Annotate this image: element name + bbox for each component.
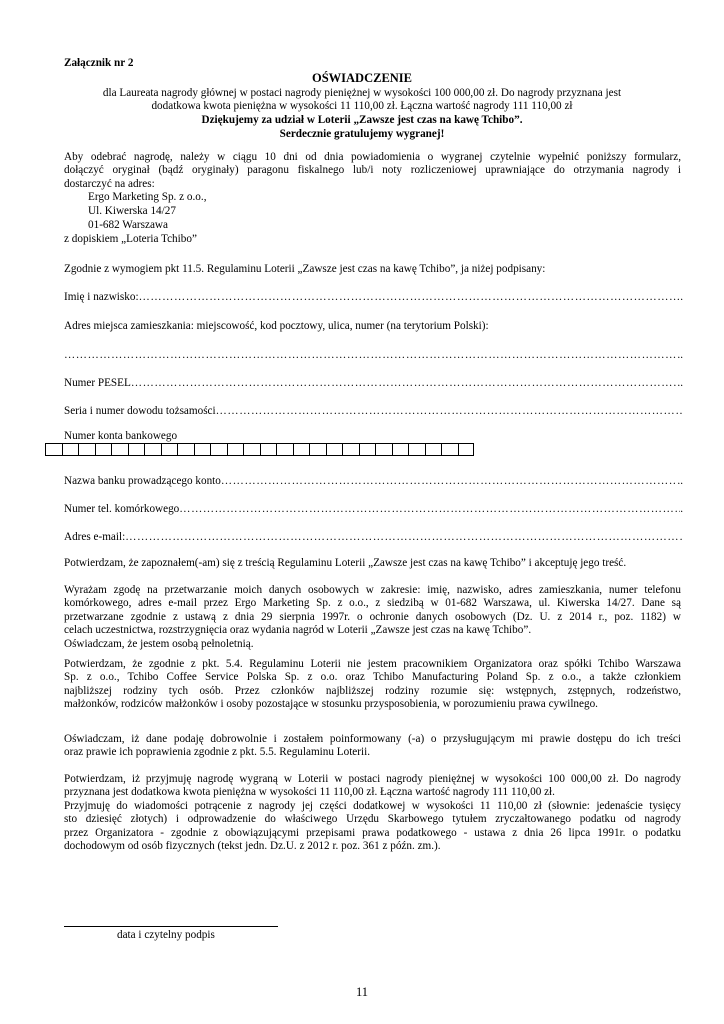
subtitle-line-2: dodatkowa kwota pieniężna w wysokości 11 110,00 zł. Łączna wartość nagrody 111 110,00 zł bbox=[151, 100, 573, 112]
tax-line: sto dziesięć złotych) i odprowadzenie do właściwego Urzędu Skarbowego tytułem zryczałtowanego podatku od nagrody bbox=[64, 813, 681, 826]
address-company: Ergo Marketing Sp. z o.o., bbox=[88, 191, 207, 203]
pesel-field-end: .. bbox=[677, 377, 683, 389]
intro-paragraph bbox=[64, 151, 681, 191]
not-employee-line: Sp. z o.o., Tchibo Coffee Service Polska Sp. z o.o. oraz Tchibo Manufacturing Poland Sp. z o.o., a także członkiem bbox=[64, 671, 681, 684]
document-title: OŚWIADCZENIE bbox=[311, 71, 413, 85]
phone-field-label: Numer tel. komórkowego bbox=[64, 503, 180, 515]
account-digit-box[interactable] bbox=[227, 443, 244, 456]
email-field-label: Adres e-mail: bbox=[64, 531, 126, 543]
account-digit-box[interactable] bbox=[408, 443, 425, 456]
bank-field-end: .. bbox=[677, 475, 683, 487]
accept-prize-paragraph bbox=[64, 773, 681, 800]
name-field-end: . bbox=[680, 291, 683, 303]
account-digit-box[interactable] bbox=[359, 443, 376, 456]
id-field[interactable] bbox=[64, 405, 683, 418]
thanks-line: Dziękujemy za udział w Loterii „Zawsze jest czas na kawę Tchibo”. bbox=[201, 114, 523, 126]
name-field[interactable] bbox=[64, 291, 683, 304]
tax-line: przez Organizatora - zgodnie z obowiązującymi przepisami prawa podatkowego - ustawa z dnia 26 lipca 1991r. o podatku bbox=[64, 826, 681, 839]
account-digit-box[interactable] bbox=[458, 443, 475, 456]
account-number-grid[interactable] bbox=[45, 443, 474, 456]
intro-line: Aby odebrać nagrodę, należy w ciągu 10 dni od dnia powiadomienia o wygranej czytelnie wypełnić poniższy formularz, bbox=[64, 151, 681, 163]
not-employee-line: małżonków, rodziców małżonków i osoby pozostające w stosunku przysposobienia, w porozumieniu prawa cywilnego. bbox=[64, 698, 598, 711]
not-employee-line: Potwierdzam, że zgodnie z pkt. 5.4. Regulaminu Loterii nie jestem pracownikiem Organizatora oraz spółki Tchibo Warszawa bbox=[64, 658, 681, 670]
signature-caption: data i czytelny podpis bbox=[117, 929, 215, 941]
congrats-line: Serdecznie gratulujemy wygranej! bbox=[279, 128, 445, 140]
account-digit-box[interactable] bbox=[276, 443, 293, 456]
voluntary-paragraph bbox=[64, 733, 681, 760]
consent-line: celach uczestnictwa, rozstrzygnięcia oraz wydania nagród w Loterii „Zawsze jest czas na kawę Tchibo”. bbox=[64, 624, 532, 637]
account-digit-box[interactable] bbox=[293, 443, 310, 456]
account-digit-box[interactable] bbox=[161, 443, 178, 456]
consent-line: Wyrażam zgodę na przetwarzanie moich danych osobowych w zakresie: imię, nazwisko, adres zamieszkania, numer telefonu bbox=[64, 584, 681, 596]
declaration-lead: Zgodnie z wymogiem pkt 11.5. Regulaminu Loterii „Zawsze jest czas na kawę Tchibo”, ja niżej podpisany: bbox=[64, 263, 546, 275]
consent-paragraph bbox=[64, 584, 681, 651]
address-street: Ul. Kiwerska 14/27 bbox=[88, 205, 176, 217]
pesel-field-label: Numer PESEL bbox=[64, 377, 131, 389]
account-digit-box[interactable] bbox=[111, 443, 128, 456]
page-number: 11 bbox=[355, 985, 369, 999]
phone-field[interactable] bbox=[64, 503, 683, 516]
account-digit-box[interactable] bbox=[392, 443, 409, 456]
bank-field[interactable] bbox=[64, 475, 683, 488]
address-field[interactable] bbox=[64, 349, 683, 362]
not-employee-paragraph bbox=[64, 658, 681, 712]
tax-line: Przyjmuję do wiadomości potrącenie z nagrody jej części dodatkowej w wysokości 11 110,00 zł (słownie: jedenaście tysięcy bbox=[64, 800, 681, 812]
accept-prize-line: przyznana jest dodatkowa kwota pieniężna w wysokości 11 110,00 zł. Łączna wartość nagrody 111 110,00 zł. bbox=[64, 786, 555, 799]
email-field[interactable] bbox=[64, 531, 683, 544]
account-digit-box[interactable] bbox=[260, 443, 277, 456]
account-field-label: Numer konta bankowego bbox=[64, 430, 178, 442]
account-digit-box[interactable] bbox=[210, 443, 227, 456]
account-digit-box[interactable] bbox=[375, 443, 392, 456]
annex-label: Załącznik nr 2 bbox=[64, 57, 134, 69]
account-digit-box[interactable] bbox=[62, 443, 79, 456]
voluntary-line: Oświadczam, iż dane podaję dobrowolnie i zostałem poinformowany (-a) o przysługującym mi prawie dostępu do ich treści bbox=[64, 733, 681, 745]
account-digit-box[interactable] bbox=[194, 443, 211, 456]
consent-line: przetwarzane zgodnie z ustawą z dnia 29 sierpnia 1997r. o ochronie danych osobowych (Dz. U. z 2014 r., poz. 1182) w bbox=[64, 610, 681, 623]
address-city: 01-682 Warszawa bbox=[88, 219, 168, 231]
voluntary-line: oraz prawie ich poprawienia zgodnie z pkt. 5.5. Regulaminu Loterii. bbox=[64, 746, 371, 759]
accept-prize-line: Potwierdzam, iż przyjmuję nagrodę wygraną w Loterii w postaci nagrody pieniężnej w wysokości 100 000,00 zł. Do nagrody bbox=[64, 773, 681, 785]
pesel-field[interactable] bbox=[64, 377, 683, 390]
address-note: z dopiskiem „Loteria Tchibo” bbox=[64, 233, 197, 245]
confirm-rules: Potwierdzam, że zapoznałem(-am) się z treścią Regulaminu Loterii „Zawsze jest czas na kawę Tchibo” i akceptuję jego treść. bbox=[64, 557, 627, 569]
tax-paragraph bbox=[64, 800, 681, 854]
signature-line[interactable] bbox=[64, 926, 278, 927]
account-digit-box[interactable] bbox=[243, 443, 260, 456]
not-employee-line: najbliższej rodziny tych osób. Przez członków najbliższej rodziny rozumie się: wstępnych, zstępnych, rodzeństwo, bbox=[64, 684, 681, 697]
id-field-label: Seria i numer dowodu tożsamości bbox=[64, 405, 216, 417]
account-digit-box[interactable] bbox=[177, 443, 194, 456]
account-digit-box[interactable] bbox=[309, 443, 326, 456]
consent-line: komórkowego, adres e-mail przez Ergo Marketing Sp. z o.o., z siedzibą w 01-682 Warszawa, ul. Kiwerska 14/27. Dane są bbox=[64, 597, 681, 610]
account-digit-box[interactable] bbox=[128, 443, 145, 456]
tax-line: dochodowym od osób fizycznych (tekst jedn. Dz.U. z 2012 r. poz. 361 z późn. zm.). bbox=[64, 840, 441, 853]
adult-statement: Oświadczam, że jestem osobą pełnoletnią. bbox=[64, 637, 254, 650]
account-digit-box[interactable] bbox=[78, 443, 95, 456]
address-field-label: Adres miejsca zamieszkania: miejscowość, kod pocztowy, ulica, numer (na terytorium Polski): bbox=[64, 320, 489, 332]
account-digit-box[interactable] bbox=[144, 443, 161, 456]
bank-field-label: Nazwa banku prowadzącego konto bbox=[64, 475, 221, 487]
intro-line: dołączyć oryginał (bądź oryginały) paragonu fiskalnego lub/i noty rozliczeniowej uprawniające do otrzymania nagrody i bbox=[64, 164, 681, 177]
account-digit-box[interactable] bbox=[342, 443, 359, 456]
address-field-end: .. bbox=[677, 349, 683, 361]
account-digit-box[interactable] bbox=[95, 443, 112, 456]
intro-line: dostarczyć na adres: bbox=[64, 177, 155, 190]
account-digit-box[interactable] bbox=[441, 443, 458, 456]
account-digit-box[interactable] bbox=[326, 443, 343, 456]
phone-field-end: . bbox=[680, 503, 683, 515]
account-digit-box[interactable] bbox=[425, 443, 442, 456]
account-digit-box[interactable] bbox=[45, 443, 62, 456]
subtitle-line-1: dla Laureata nagrody głównej w postaci nagrody pieniężnej w wysokości 100 000,00 zł. Do nagrody przyznana jest bbox=[102, 87, 622, 99]
name-field-label: Imię i nazwisko: bbox=[64, 291, 139, 303]
